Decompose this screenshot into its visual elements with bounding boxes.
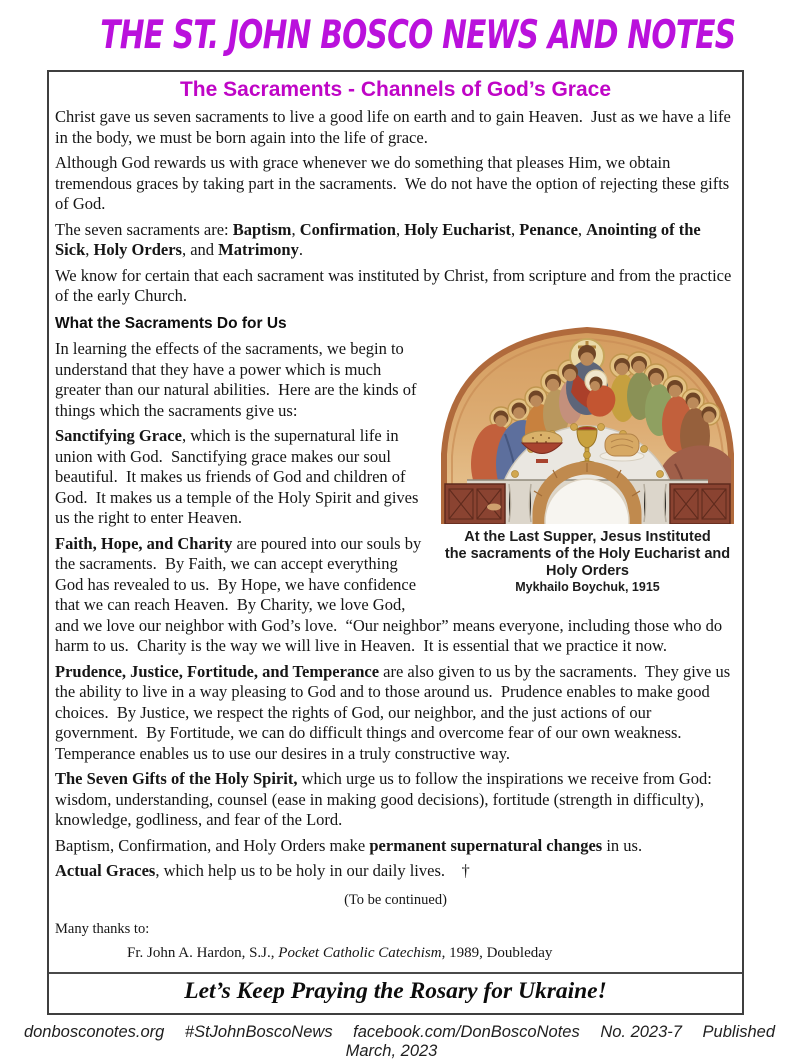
paragraph-permanent-changes: Baptism, Confirmation, and Holy Orders make permanent supernatural changes in us.: [55, 835, 643, 855]
masthead: [0, 0, 791, 63]
banner-text: Let’s Keep Praying the Rosary for Ukraine!: [184, 978, 607, 1004]
paragraph-instituted-by-christ: We know for certain that each sacrament was instituted by Christ, from scripture and from the practice of the early Church.: [55, 265, 736, 305]
caption-line: At the Last Supper, Jesus Instituted: [464, 528, 711, 545]
article-title: The Sacraments - Channels of God’s Grace: [179, 78, 611, 101]
paragraph-faith-hope-charity: Faith, Hope, and Charity are poured into our souls by the sacraments. By Faith, we can accept everything God has revealed to us. By Hope, we have confidence that we can reach Heaven. By Charity, we love God, and we love our neighbor with God’s love. “Our neighbor” means everyone, including those who do harm to us. Charity is the way we will live in Heaven. It is essential that we practice it now.: [55, 533, 727, 655]
footer-facebook: facebook.com/DonBoscoNotes: [353, 1023, 580, 1041]
paragraph-seven-gifts: The Seven Gifts of the Holy Spirit, which urge us to follow the inspirations we receive from God: wisdom, understanding, counsel (ease in making good decisions), fortitude (strength in difficulty), knowledge, godliness, and fear of the Lord.: [55, 769, 716, 829]
paragraph-intro: Christ gave us seven sacraments to live a good life on earth and to gain Heaven. Just as we have a life in the body, we must be born again into the life of grace.: [55, 107, 735, 147]
caption-line: the sacraments of the Holy Eucharist and: [444, 545, 731, 562]
source-credit: Fr. John A. Hardon, S.J., Pocket Catholic Catechism, 1989, Doubleday: [127, 944, 553, 961]
paragraph-seven-sacraments: The seven sacraments are: Baptism, Confirmation, Holy Eucharist, Penance, Anointing of the Sick, Holy Orders, and Matrimony.: [55, 219, 705, 259]
paragraph-sanctifying-grace: Sanctifying Grace, which is the supernatural life in union with God. Sanctifying grace makes our soul beautiful. It makes us friends of God and children of God. It makes us a temple of the Holy Spirit and gives us the right to enter Heaven.: [55, 426, 423, 527]
footer-website: donbosconotes.org: [23, 1023, 165, 1041]
paragraph-actual-graces: Actual Graces, which help us to be holy in our daily lives. †: [55, 861, 470, 880]
article-body: [55, 107, 736, 963]
section-heading: What the Sacraments Do for Us: [55, 314, 287, 332]
footer-issue-number: No. 2023-7: [600, 1023, 682, 1041]
page-footer: [0, 1023, 791, 1061]
figure-caption: [439, 529, 736, 595]
footer-publish-date: Published March, 2023: [345, 1023, 776, 1060]
article-box-inner: [49, 72, 742, 963]
paragraph-cardinal-virtues: Prudence, Justice, Fortitude, and Temperance are also given to us by the sacraments. They give us the ability to live in a way pleasing to God and to those around us. Prudence enables to make good choices. By Justice, we respect the rights of God, our neighbor, and the just actions of our government. By Fortitude, we can do difficult things and overcome fear of our own weakness. Temperance enables us to use our desires in a truly constructive way.: [55, 661, 735, 763]
paragraph-in-learning: In learning the effects of the sacraments, we begin to understand that they have a power which is much greater than our natural abilities. Here are the kinds of things which the sacraments give us:: [55, 339, 421, 420]
figure-credit: Mykhailo Boychuk, 1915: [515, 579, 660, 594]
last-supper-image: [439, 314, 736, 524]
paragraph-grace-rewards: Although God rewards us with grace whenever we do something that pleases Him, we obtain tremendous graces by taking part in the sacraments. We do not have the option of rejecting these gifts of God.: [55, 153, 734, 213]
article-box: [47, 70, 744, 1015]
newsletter-title: THE ST. JOHN BOSCO NEWS AND NOTES: [100, 13, 736, 58]
ukraine-banner: [49, 972, 742, 1013]
footer-hashtag: #StJohnBoscoNews: [184, 1023, 333, 1041]
last-supper-figure: [439, 314, 736, 595]
to-be-continued-note: (To be continued): [344, 891, 447, 908]
caption-line: Holy Orders: [546, 562, 629, 579]
thanks-intro: Many thanks to:: [55, 921, 150, 937]
